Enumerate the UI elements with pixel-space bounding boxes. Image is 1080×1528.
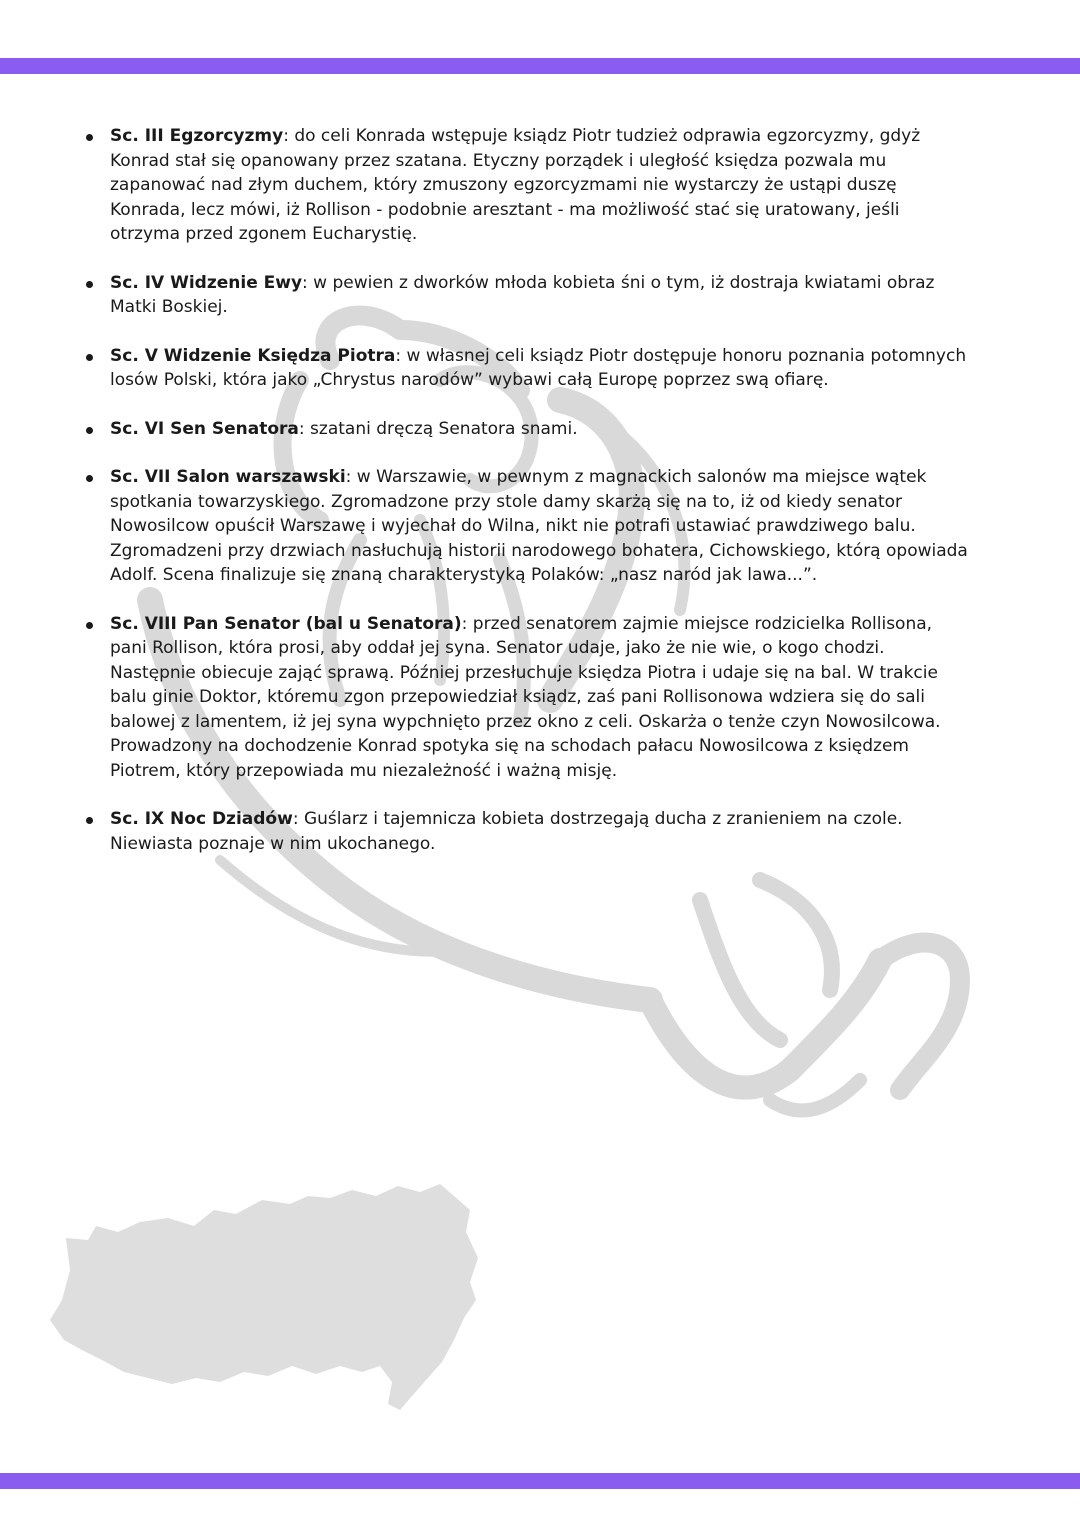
scene-title: Sc. III Egzorcyzmy xyxy=(110,126,284,146)
scene-description: : w Warszawie, w pewnym z magnackich salonów ma miejsce wątek spotkania towarzyskiego. Zgromadzone przy stole damy skarżą się na to, iż od kiedy senator Nowosilcow opuścił Warszawę i wyjechał do Wilna, nikt nie potrafi ustawiać prawdziwego balu. Zgromadzeni przy drzwiach nasłuchują historii narodowego bohatera, Cichowskiego, którą opowiada Adolf. Scena finalizuje się znaną charakterystyką Polaków: „nasz naród jak lawa...”. xyxy=(110,467,968,585)
bullet-icon xyxy=(86,354,93,361)
scene-title: Sc. VII Salon warszawski xyxy=(110,467,346,487)
scene-title: Sc. V Widzenie Księdza Piotra xyxy=(110,345,396,366)
bullet-icon xyxy=(86,281,93,288)
bullet-icon xyxy=(86,475,93,482)
bullet-icon xyxy=(86,622,93,629)
scene-description: : w własnej celi ksiądz Piotr dostępuje honoru poznania potomnych losów Polski, która jako „Chrystus narodów” wybawi całą Europę poprzez swą ofiarę. xyxy=(110,345,967,390)
scene-item-7 xyxy=(84,465,974,588)
scene-item-5 xyxy=(84,344,974,393)
scene-description: : Guślarz i tajemnicza kobieta dostrzegają ducha z zranieniem na czole. Niewiasta poznaje w nim ukochanego. xyxy=(110,809,903,854)
scene-list-container xyxy=(84,124,974,880)
russia-map-icon xyxy=(50,1184,478,1410)
bottom-accent-bar xyxy=(0,1473,1080,1489)
scene-item-9 xyxy=(84,807,974,856)
scene-item-8 xyxy=(84,612,974,784)
bullet-icon xyxy=(86,817,93,824)
scene-title: Sc. VIII Pan Senator (bal u Senatora) xyxy=(110,613,462,634)
bullet-icon xyxy=(86,134,93,141)
scene-description: : szatani dręczą Senatora snami. xyxy=(298,418,578,439)
scene-description: : w pewien z dworków młoda kobieta śni o tym, iż dostraja kwiatami obraz Matki Boskiej. xyxy=(110,272,935,317)
bullet-icon xyxy=(86,427,93,434)
scene-item-6 xyxy=(84,417,974,442)
scene-item-4 xyxy=(84,271,974,320)
scene-description: : przed senatorem zajmie miejsce rodzicielka Rollisona, pani Rollison, która prosi, aby oddał jej syna. Senator udaje, jako że nie wie, o kogo chodzi. Następnie obiecuje zająć sprawą. Później przesłuchuje księdza Piotra i udaje się na bal. W trakcie balu ginie Doktor, któremu zgon przepowiedział ksiądz, zaś pani Rollisonowa wdziera się do sali balowej z lamentem, iż jej syna wypchnięto przez okno z celi. Oskarża o tenże czyn Nowosilcowa. Prowadzony na dochodzenie Konrad spotyka się na schodach pałacu Nowosilcowa z księdzem Piotrem, który przepowiada mu niezależność i ważną misję. xyxy=(110,613,941,781)
scene-description: : do celi Konrada wstępuje ksiądz Piotr tudzież odprawia egzorcyzmy, gdyż Konrad stał się opanowany przez szatana. Etyczny porządek i uległość księdza pozwala mu zapanować nad złym duchem, który zmuszony egzorcyzmami nie wystarczy że ustąpi duszę Konrada, lecz mówi, iż Rollison - podobnie aresztant - ma możliwość stać się uratowany, jeśli otrzyma przed zgonem Eucharystię. xyxy=(110,126,921,244)
scene-title: Sc. VI Sen Senatora xyxy=(110,418,299,439)
scene-item-3 xyxy=(84,124,974,247)
scene-list xyxy=(84,124,974,856)
scene-title: Sc. IX Noc Dziadów xyxy=(110,809,293,829)
scene-title: Sc. IV Widzenie Ewy xyxy=(110,272,303,293)
top-accent-bar xyxy=(0,58,1080,74)
